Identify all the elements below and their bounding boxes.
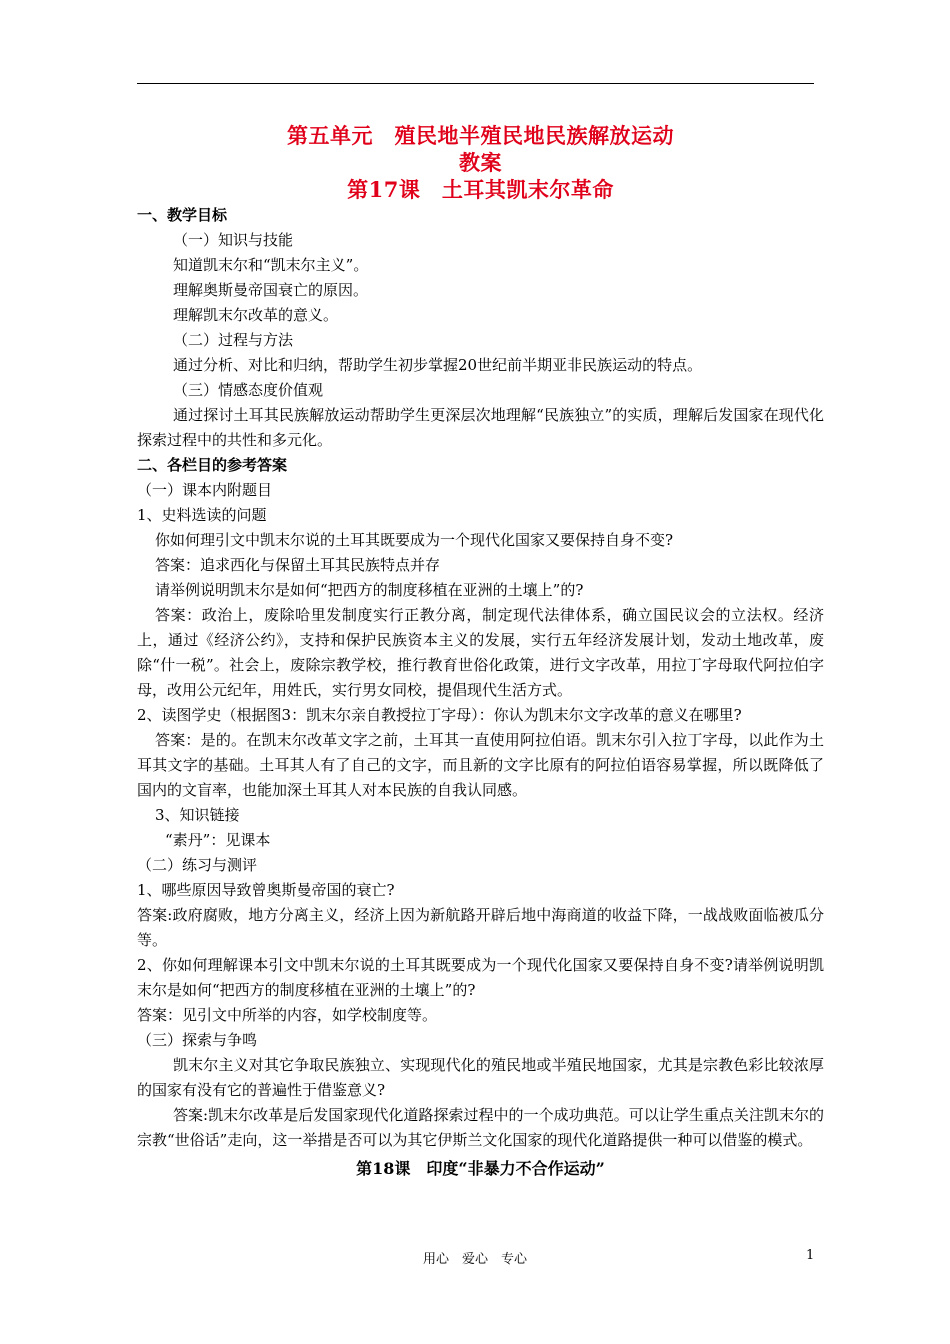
objective-item: 理解奥斯曼帝国衰亡的原因。 [173, 281, 369, 299]
question-item: 1、史料选读的问题 [137, 506, 267, 524]
next-lesson-title: 第18课 印度“非暴力不合作运动” [356, 1159, 605, 1178]
page-number: 1 [806, 1248, 815, 1263]
lesson-title: 第17课 土耳其凯末尔革命 [347, 177, 614, 202]
unit-title: 第五单元 殖民地半殖民地民族解放运动 [287, 123, 674, 148]
doc-type-title: 教案 [459, 150, 502, 175]
objective-paragraph: 通过探讨土耳其民族解放运动帮助学生更深层次地理解“民族独立”的实质，理解后发国家在现代化探索过程中的共性和多元化。 [137, 406, 824, 449]
question-text: 你如何理引文中凯末尔说的土耳其既要成为一个现代化国家又要保持自身不变? [155, 531, 674, 549]
section-heading-answers: 二、各栏目的参考答案 [137, 456, 288, 474]
subheading-values: （三）情感态度价值观 [173, 381, 324, 399]
subheading-exercises: （二）练习与测评 [137, 856, 258, 874]
subheading-knowledge: （一）知识与技能 [173, 231, 294, 249]
subheading-process: （二）过程与方法 [173, 331, 294, 349]
objective-item: 通过分析、对比和归纳，帮助学生初步掌握20世纪前半期亚非民族运动的特点。 [173, 356, 703, 374]
answer-paragraph: 答案:凯末尔改革是后发国家现代化道路探索过程中的一个成功典范。可以让学生重点关注凯末尔的宗教“世俗话”走向，这一举措是否可以为其它伊斯兰文化国家的现代化道路提供一种可以借鉴的模式。 [137, 1106, 824, 1149]
answer-paragraph: 答案：政治上，废除哈里发制度实行正教分离，制定现代法律体系，确立国民议会的立法权。经济上，通过《经济公约》，支持和保护民族资本主义的发展，实行五年经济发展计划，发动土地改革，废除“什一税”。社会上，废除宗教学校，推行教育世俗化政策，进行文字改革，用拉丁字母取代阿拉伯字母，改用公元纪年，用姓氏，实行男女同校，提倡现代生活方式。 [137, 606, 824, 699]
answer-paragraph: 答案：是的。在凯末尔改革文字之前，土耳其一直使用阿拉伯语。凯末尔引入拉丁字母，以此作为土耳其文字的基础。土耳其人有了自己的文字，而且新的文字比原有的阿拉伯语容易掌握，所以既降低了国内的文盲率，也能加深土耳其人对本民族的自我认同感。 [137, 731, 824, 799]
subheading-discussion: （三）探索与争鸣 [137, 1031, 258, 1049]
answer-paragraph: 答案:政府腐败，地方分离主义，经济上因为新航路开辟后地中海商道的收益下降，一战战败面临被瓜分等。 [137, 906, 824, 949]
question-item: 1、哪些原因导致曾奥斯曼帝国的衰亡? [137, 881, 395, 899]
objective-item: 理解凯末尔改革的意义。 [173, 306, 339, 324]
answer-text: 答案：见引文中所举的内容，如学校制度等。 [137, 1006, 438, 1024]
footer-motto: 用心 爱心 专心 [422, 1252, 527, 1267]
question-item: 2、读图学史（根据图3：凯末尔亲自教授拉丁字母）：你认为凯末尔文字改革的意义在哪里? [137, 706, 742, 724]
section-heading-objectives: 一、教学目标 [137, 206, 228, 224]
question-item: 3、知识链接 [155, 806, 240, 824]
answer-text: 答案：追求西化与保留土耳其民族特点并存 [155, 556, 441, 574]
header-rule [137, 83, 814, 84]
discussion-paragraph: 凯末尔主义对其它争取民族独立、实现现代化的殖民地或半殖民地国家，尤其是宗教色彩比较浓厚的国家有没有它的普遍性于借鉴意义? [137, 1056, 824, 1099]
answer-text: “素丹”：见课本 [165, 831, 271, 849]
question-text: 请举例说明凯末尔是如何“把西方的制度移植在亚洲的土壤上”的? [155, 581, 584, 599]
objective-item: 知道凯末尔和“凯末尔主义”。 [173, 256, 369, 274]
document-body [137, 118, 824, 1182]
question-paragraph: 2、你如何理解课本引文中凯末尔说的土耳其既要成为一个现代化国家又要保持自身不变?请举例说明凯末尔是如何“把西方的制度移植在亚洲的土壤上”的? [137, 956, 824, 999]
subheading-textbook-questions: （一）课本内附题目 [137, 481, 273, 499]
